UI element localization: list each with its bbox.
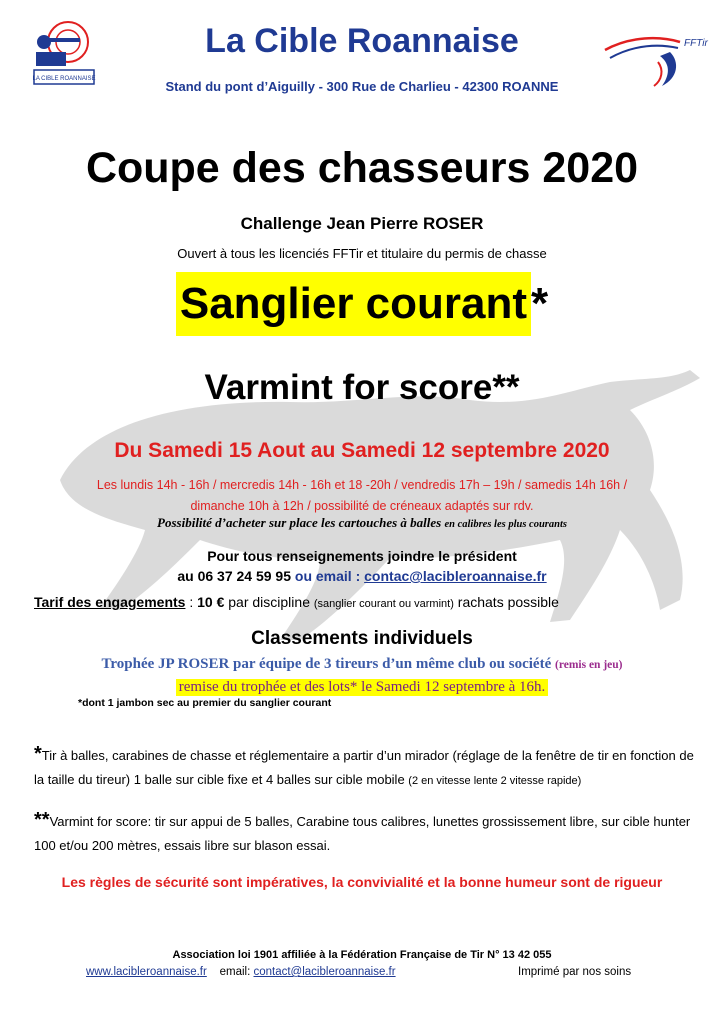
note-sanglier <box>34 742 694 793</box>
discipline-sanglier-mark: * <box>531 279 549 328</box>
award-ceremony <box>0 678 724 696</box>
award-ceremony-text: remise du trophée et des lots* le Samedi 12 septembre à 16h. <box>176 679 549 696</box>
fftir-logo-text: FFTir <box>684 38 708 49</box>
footer-email-label: email: <box>219 966 251 978</box>
contact-email-prefix: ou email : <box>294 568 361 584</box>
club-address: Stand du pont d’Aiguilly - 300 Rue de Charlieu - 42300 ROANNE <box>165 79 559 94</box>
contact-line1: Pour tous renseignements joindre le président <box>207 548 517 564</box>
discipline-sanglier-label: Sanglier courant <box>176 272 531 336</box>
cartridge-note <box>0 515 724 531</box>
pricing-rachats: rachats possible <box>453 594 559 610</box>
pricing-colon: : <box>185 594 198 610</box>
pricing-price: 10 € <box>197 594 225 610</box>
contact-phone: au 06 37 24 59 95 <box>177 568 291 584</box>
contact-line2 <box>0 566 724 586</box>
note-varmint-star: ** <box>34 809 50 831</box>
opening-hours <box>0 475 724 517</box>
trophy-text: Trophée JP ROSER par équipe de 3 tireurs d’un même club ou société <box>101 656 552 672</box>
note-sanglier-star: * <box>34 743 42 765</box>
pricing-per: par discipline <box>224 594 314 610</box>
printed-note: Imprimé par nos soins <box>518 966 632 978</box>
event-title: Coupe des chasseurs 2020 <box>85 144 639 192</box>
note-varmint <box>34 808 694 858</box>
discipline-sanglier <box>0 272 724 336</box>
note-sanglier-text: Tir à balles, carabines de chasse et réglementaire a partir d’un mirador (réglage de la fenêtre de tir en fonction de la taille du tireur) 1 balle sur cible fixe et 4 balles sur cible mobile <box>34 748 694 787</box>
safety-rules: Les règles de sécurité sont impératives, la convivialité et la bonne humeur sont de rigueur <box>61 874 663 890</box>
pricing-label: Tarif des engagements <box>34 594 186 610</box>
footer-links <box>86 966 396 978</box>
event-dates: Du Samedi 15 Aout au Samedi 12 septembre 2020 <box>114 439 610 462</box>
challenge-name: Challenge Jean Pierre ROSER <box>240 214 484 233</box>
contact-info <box>0 546 724 586</box>
footer-email-link[interactable]: contact@lacibleroannaise.fr <box>253 966 396 978</box>
pricing-line <box>34 594 559 610</box>
opening-hours-line1: Les lundis 14h - 16h / mercredis 14h - 16h et 18 -20h / vendredis 17h – 19h / samedis 14h 16h / <box>96 478 628 492</box>
club-name: La Cible Roannaise <box>205 22 519 60</box>
pricing-detail: (sanglier courant ou varmint) <box>313 598 454 610</box>
contact-email-link[interactable]: contac@lacibleroannaise.fr <box>364 568 547 584</box>
website-link[interactable]: www.lacibleroannaise.fr <box>86 966 207 978</box>
association-info: Association loi 1901 affiliée à la Fédération Française de Tir N° 13 42 055 <box>172 949 552 961</box>
left-logo-text: LA CIBLE ROANNAISE <box>32 76 96 82</box>
ham-prize-note: *dont 1 jambon sec au premier du sanglier courant <box>78 697 332 709</box>
trophy-small: (remis en jeu) <box>554 659 623 671</box>
opening-hours-line2: dimanche 10h à 12h / possibilité de créneaux adaptés sur rdv. <box>190 499 534 513</box>
discipline-varmint: Varmint for score** <box>204 368 520 407</box>
note-varmint-text: Varmint for score: tir sur appui de 5 balles, Carabine tous calibres, lunettes grossissement libre, sur cible hunter 100 et/ou 200 mètres, essais libre sur blason essai. <box>34 814 691 853</box>
trophy-line <box>0 656 724 673</box>
cartridge-note-main: Possibilité d’acheter sur place les cartouches à balles <box>157 515 442 530</box>
note-sanglier-small: (2 en vitesse lente 2 vitesse rapide) <box>408 775 582 787</box>
cartridge-note-small: en calibres les plus courants <box>444 519 567 530</box>
rankings-title: Classements individuels <box>251 628 473 649</box>
eligibility-text: Ouvert à tous les licenciés FFTir et titulaire du permis de chasse <box>177 246 547 261</box>
